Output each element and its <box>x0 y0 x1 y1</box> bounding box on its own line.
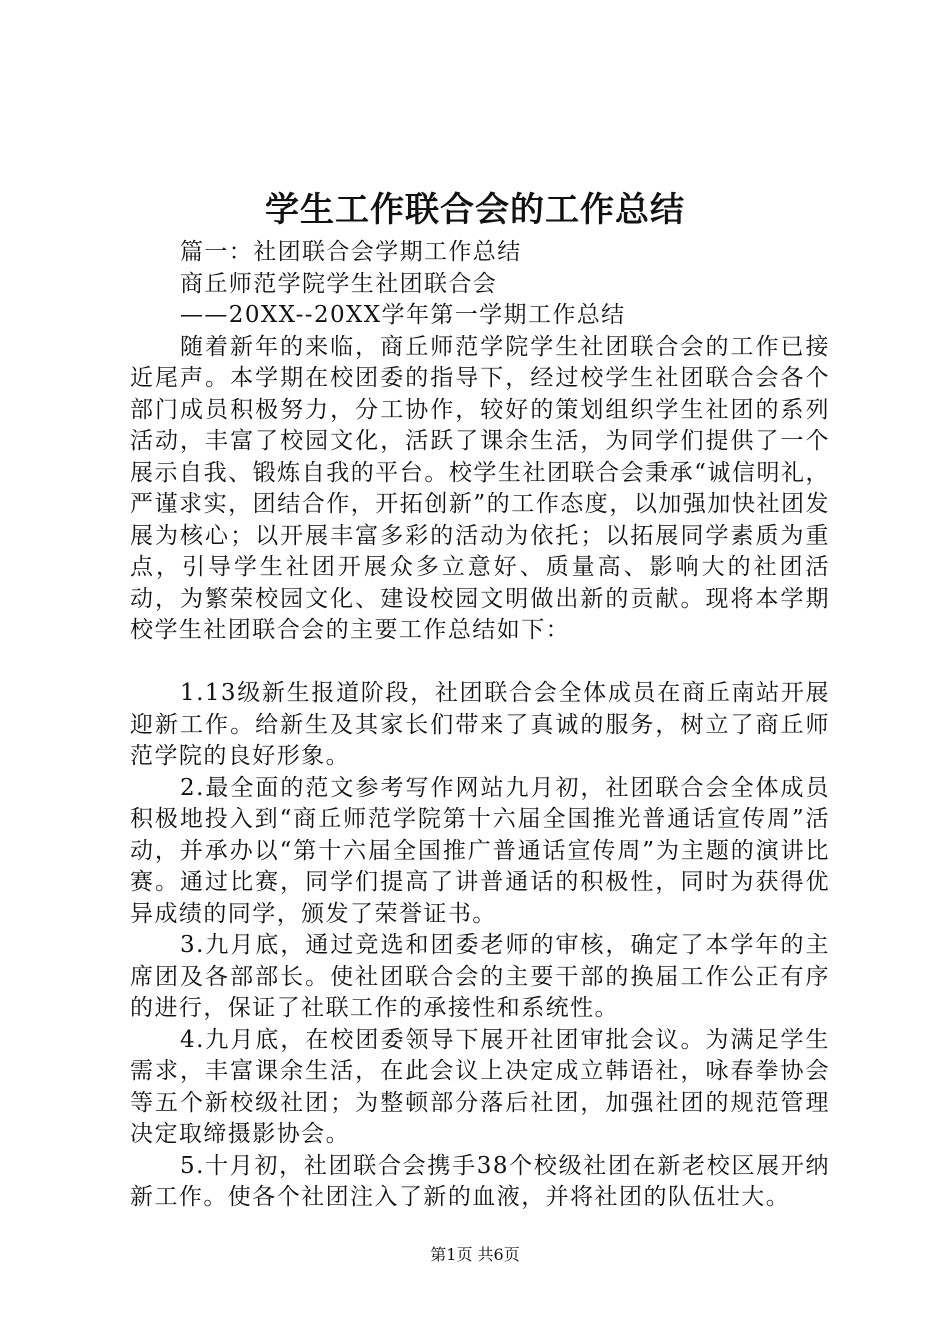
paragraph-item-4: 4.九月底，在校团委领导下展开社团审批会议。为满足学生需求，丰富课余生活，在此会议上决定成立韩语社，咏春拳协会等五个新校级社团；为整顿部分落后社团，加强社团的规范管理决定取缔摄影协会。 <box>130 1026 830 1147</box>
document-title: 学生工作联合会的工作总结 <box>265 190 685 230</box>
paragraph-item-2: 2.最全面的范文参考写作网站九月初，社团联合会全体成员积极地投入到“商丘师范学院第十六届全国推光普通话宣传周”活动，并承办以“第十六届全国推广普通话宣传周”为主题的演讲比赛。通过比赛，同学们提高了讲普通话的积极性，同时为获得优异成绩的同学，颁发了荣誉证书。 <box>130 774 830 927</box>
heading-line-organization: 商丘师范学院学生社团联合会 <box>180 270 498 297</box>
paragraph-item-5: 5.十月初，社团联合会携手38个校级社团在新老校区展开纳新工作。使各个社团注入了新的血液，并将社团的队伍壮大。 <box>130 1152 830 1210</box>
heading-line-part: 篇一：社团联合会学期工作总结 <box>180 239 522 265</box>
page-footer: 第1页 共6页 <box>430 1245 520 1264</box>
document-body <box>130 237 830 1214</box>
paragraph-item-3: 3.九月底，通过竞选和团委老师的审核，确定了本学年的主席团及各部部长。使社团联合会的主要干部的换届工作公正有序的进行，保证了社联工作的承接性和系统性。 <box>130 932 830 1021</box>
paragraph-intro: 随着新年的来临，商丘师范学院学生社团联合会的工作已接近尾声。本学期在校团委的指导下，经过校学生社团联合会各个部门成员积极努力，分工协作，较好的策划组织学生社团的系列活动，丰富了校园文化，活跃了课余生活，为同学们提供了一个展示自我、锻炼自我的平台。校学生社团联合会秉承“诚信明礼，严谨求实，团结合作，开拓创新”的工作态度，以加强加快社团发展为核心；以开展丰富多彩的活动为依托；以拓展同学素质为重点，引导学生社团开展众多立意好、质量高、影响大的社团活动，为繁荣校园文化、建设校园文明做出新的贡献。现将本学期校学生社团联合会的主要工作总结如下： <box>130 333 830 643</box>
paragraph-gap <box>130 647 830 679</box>
paragraph-item-1: 1.13级新生报道阶段，社团联合会全体成员在商丘南站开展迎新工作。给新生及其家长们带来了真诚的服务，树立了商丘师范学院的良好形象。 <box>130 680 830 769</box>
heading-line-term: ——20XX--20XX学年第一学期工作总结 <box>180 302 626 328</box>
